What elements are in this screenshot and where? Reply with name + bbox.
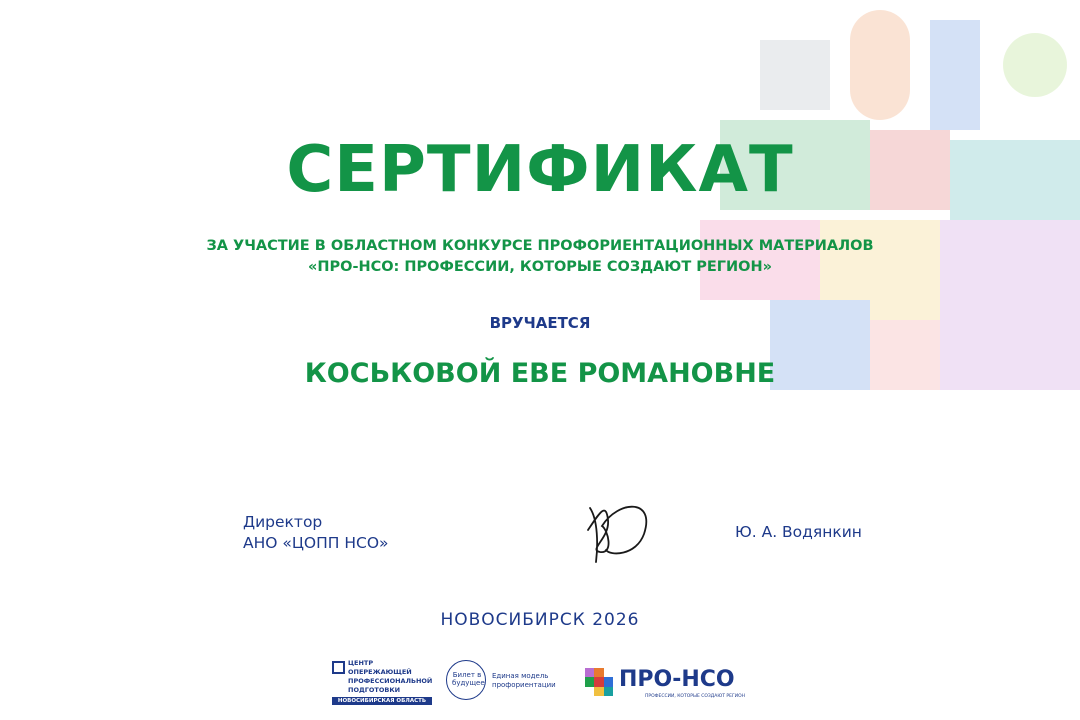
director-title: [243, 512, 389, 554]
signer-name: Ю. А. Водянкин: [735, 523, 862, 541]
wrench-icon: [850, 10, 910, 120]
pronso-logo-name: ПРО-НСО: [619, 667, 735, 692]
director-position: Директор: [243, 513, 323, 531]
signature-image: [578, 490, 658, 570]
magnifier-icon: [1003, 33, 1067, 97]
pronso-logo-tagline: ПРОФЕССИИ, КОТОРЫЕ СОЗДАЮТ РЕГИОН: [645, 694, 746, 699]
graduation-cap-icon: [760, 40, 830, 110]
copp-logo-line-1: ЦЕНТР: [348, 659, 374, 667]
bilet-logo: [446, 660, 566, 704]
subtitle-line-2: «ПРО-НСО: ПРОФЕССИИ, КОТОРЫЕ СОЗДАЮТ РЕГИОН»: [307, 259, 772, 275]
bilet-logo-circle-text: Билет в будущее: [452, 671, 485, 687]
pencil-icon: [930, 20, 980, 130]
copp-logo-line-3: ПРОФЕССИОНАЛЬНОЙ: [348, 677, 433, 685]
subtitle-line-1: ЗА УЧАСТИЕ В ОБЛАСТНОМ КОНКУРСЕ ПРОФОРИЕНТАЦИОННЫХ МАТЕРИАЛОВ: [206, 238, 874, 254]
copp-square-icon: [332, 661, 345, 674]
certificate-subtitle: [0, 236, 1080, 278]
city-year: НОВОСИБИРСК 2026: [440, 610, 640, 630]
recipient-name: КОСЬКОВОЙ ЕВЕ РОМАНОВНЕ: [304, 358, 776, 389]
certificate-title: СЕРТИФИКАТ: [286, 133, 794, 207]
copp-logo-region: НОВОСИБИРСКАЯ ОБЛАСТЬ: [332, 697, 432, 705]
copp-logo-line-2: ОПЕРЕЖАЮЩЕЙ: [348, 668, 412, 676]
director-organization: АНО «ЦОПП НСО»: [243, 534, 389, 552]
copp-logo-line-4: ПОДГОТОВКИ: [348, 686, 401, 694]
pronso-mark-icon: [585, 668, 613, 696]
bilet-logo-side-text: Единая модель профориентации: [492, 672, 556, 689]
awarded-label: ВРУЧАЕТСЯ: [489, 314, 591, 332]
pronso-logo: [585, 664, 770, 704]
copp-logo: [332, 659, 432, 705]
